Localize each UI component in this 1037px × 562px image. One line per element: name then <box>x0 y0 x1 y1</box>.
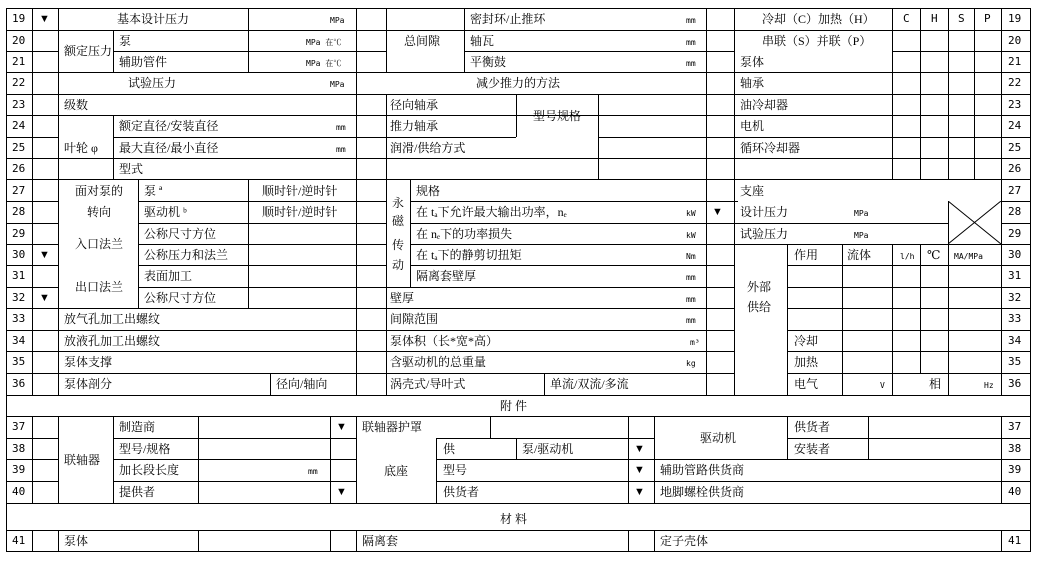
label-cooling-heating: 冷却（C）加热（H） <box>762 12 875 26</box>
row-number: 37 <box>12 420 26 433</box>
row-number: 27 <box>12 184 26 197</box>
unit-phase: 相 <box>929 377 942 391</box>
label-volute: 涡壳式/导叶式 <box>390 377 466 391</box>
label-external-supply: 外部 <box>747 280 772 294</box>
label-bearing: 轴承 <box>740 76 765 90</box>
unit: MPa <box>330 80 345 89</box>
row-number: 28 <box>1008 205 1022 218</box>
label-aux-piping-supplier: 辅助管路供货商 <box>660 463 745 477</box>
label-max-min-diameter: 最大直径/最小直径 <box>119 141 219 155</box>
label-wall-thickness: 壁厚 <box>390 291 415 305</box>
label-nominal-size-position: 公称尺寸方位 <box>144 291 217 305</box>
label-rated-diameter: 额定直径/安装直径 <box>119 119 219 133</box>
unit: mm <box>336 123 346 132</box>
row-number: 26 <box>1008 162 1022 175</box>
col-header-function: 作用 <box>794 248 819 262</box>
section-title-attachments: 附 件 <box>500 399 528 413</box>
marker-triangle: ▼ <box>634 486 645 498</box>
row-number: 31 <box>1008 269 1022 282</box>
col-header-c: C <box>903 12 910 25</box>
row-number: 30 <box>12 248 26 261</box>
label-material-sleeve: 隔离套 <box>362 534 399 548</box>
label-ext-length: 加长段长度 <box>119 463 180 477</box>
row-number: 33 <box>12 312 26 325</box>
col-header-h: H <box>931 12 938 25</box>
unit: Nm <box>686 252 696 261</box>
label-stages: 级数 <box>64 98 89 112</box>
marker-triangle: ▼ <box>336 421 347 433</box>
unit: mm <box>686 316 696 325</box>
row-number: 20 <box>1008 34 1022 47</box>
label-sleeve-wall: 隔离套壁厚 <box>416 269 477 283</box>
value-cw-ccw-pump: 顺时针/逆时针 <box>262 184 338 198</box>
unit-hz: Hz <box>984 381 994 390</box>
label-material-stator-shell: 定子壳体 <box>660 534 709 548</box>
label-drain-thread: 放液孔加工出螺纹 <box>64 334 161 348</box>
row-number: 41 <box>12 534 26 547</box>
unit: kg <box>686 359 696 368</box>
unit: MPa 在℃ <box>306 59 342 68</box>
label-test-pressure-right: 试验压力 <box>740 227 789 241</box>
row-number: 41 <box>1008 534 1022 547</box>
row-number: 32 <box>12 291 26 304</box>
label-total-clearance: 总间隙 <box>404 34 441 48</box>
unit: m³ <box>690 338 700 347</box>
label-test-pressure: 试验压力 <box>128 76 177 90</box>
label-base-model: 型号 <box>443 463 468 477</box>
row-number: 34 <box>1008 334 1022 347</box>
label-inlet-flange: 入口法兰 <box>75 237 124 251</box>
label-max-power: 在 tₐ下允许最大输出功率，nₑ <box>416 205 567 219</box>
value-cw-ccw-driver: 顺时针/逆时针 <box>262 205 338 219</box>
label-cooling: 冷却 <box>794 334 819 348</box>
label-radial-bearing: 径向轴承 <box>390 98 439 112</box>
label-pump-volume: 泵体积（长*宽*高） <box>390 334 499 348</box>
label-motor: 电机 <box>740 119 765 133</box>
label-material-pump-body: 泵体 <box>64 534 89 548</box>
label-base: 底座 <box>384 464 409 478</box>
unit: kW <box>686 209 696 218</box>
marker-triangle: ▼ <box>39 249 50 261</box>
marker-triangle: ▼ <box>634 443 645 455</box>
label-heating: 加热 <box>794 355 819 369</box>
unit: MPa <box>330 16 345 25</box>
cross-out-box <box>948 201 1001 244</box>
row-number: 29 <box>12 227 26 240</box>
label-coupling-guard: 联轴器护罩 <box>362 420 423 434</box>
label-pump-body: 泵体 <box>740 55 765 69</box>
label-driver-installer: 安装者 <box>794 442 831 456</box>
label-thrust-reduction: 减少推力的方法 <box>476 76 561 90</box>
label-balance-drum: 平衡鼓 <box>470 55 507 69</box>
row-number: 40 <box>12 485 26 498</box>
row-number: 22 <box>1008 76 1022 89</box>
row-number: 21 <box>12 55 26 68</box>
row-number: 29 <box>1008 227 1022 240</box>
unit: mm <box>308 467 318 476</box>
row-number: 37 <box>1008 420 1022 433</box>
col-header-degc: ℃ <box>927 248 941 262</box>
row-number: 38 <box>12 442 26 455</box>
label-thrust-bearing: 推力轴承 <box>390 119 439 133</box>
row-number: 36 <box>1008 377 1022 390</box>
unit: mm <box>686 16 696 25</box>
unit: MPa <box>854 209 869 218</box>
label-bearing-shell: 轴瓦 <box>470 34 495 48</box>
row-number: 20 <box>12 34 26 47</box>
label-gap-range: 间隙范围 <box>390 312 439 326</box>
marker-triangle: ▼ <box>39 13 50 25</box>
row-number: 32 <box>1008 291 1022 304</box>
label-model-spec: 型号规格 <box>533 109 582 123</box>
label-seal-ring: 密封环/止推环 <box>470 12 546 26</box>
value-stage-flow: 单流/双流/多流 <box>550 377 629 391</box>
label-surface-finish: 表面加工 <box>144 269 193 283</box>
label-aux-piping: 辅助管件 <box>119 55 168 69</box>
label-manufacturer: 制造商 <box>119 420 156 434</box>
label-pm-drive: 动 <box>392 258 405 272</box>
label-driver-supplier: 供货者 <box>794 420 831 434</box>
label-series-parallel: 串联（S）并联（P） <box>762 34 872 48</box>
label-total-weight: 含驱动机的总重量 <box>390 355 487 369</box>
label-rated-pressure: 额定压力 <box>64 44 113 58</box>
row-number: 21 <box>1008 55 1022 68</box>
label-power-loss: 在 nₑ下的功率损失 <box>416 227 513 241</box>
label-coupling-model: 型号/规格 <box>119 442 171 456</box>
row-number: 39 <box>1008 463 1022 476</box>
label-lube-method: 润滑/供给方式 <box>390 141 466 155</box>
value-pump-driver: 泵/驱动机 <box>522 442 574 456</box>
row-number: 31 <box>12 269 26 282</box>
row-number: 24 <box>12 119 26 132</box>
row-number: 23 <box>12 98 26 111</box>
unit: mm <box>686 59 696 68</box>
col-header-s: S <box>958 12 965 25</box>
unit-volt: V <box>880 381 885 390</box>
unit: mm <box>686 38 696 47</box>
label-basic-design-pressure: 基本设计压力 <box>117 12 190 26</box>
row-number: 28 <box>12 205 26 218</box>
label-spec: 规格 <box>416 184 441 198</box>
label-pm-drive: 永 <box>392 196 405 210</box>
row-number: 33 <box>1008 312 1022 325</box>
label-nominal-pressure-flange: 公称压力和法兰 <box>144 248 229 262</box>
col-header-p: P <box>984 12 991 25</box>
label-static-torque: 在 tₐ下的静剪切扭矩 <box>416 248 522 262</box>
row-number: 24 <box>1008 119 1022 132</box>
row-number: 30 <box>1008 248 1022 261</box>
row-number: 27 <box>1008 184 1022 197</box>
label-impeller: 叶轮 φ <box>64 141 98 155</box>
label-support: 支座 <box>740 184 765 198</box>
unit: MPa <box>854 231 869 240</box>
label-pm-drive: 传 <box>392 238 405 252</box>
label-rotation-1: 面对泵的 <box>75 184 124 198</box>
row-number: 25 <box>1008 141 1022 154</box>
row-number: 39 <box>12 463 26 476</box>
label-rotation-2: 转向 <box>87 205 112 219</box>
marker-triangle: ▼ <box>634 464 645 476</box>
unit: mm <box>686 295 696 304</box>
label-supply: 供 <box>443 442 456 456</box>
row-number: 34 <box>12 334 26 347</box>
value-radial-axial: 径向/轴向 <box>276 377 328 391</box>
row-number: 38 <box>1008 442 1022 455</box>
unit: mm <box>336 145 346 154</box>
label-oil-cooler: 油冷却器 <box>740 98 789 112</box>
label-coupling: 联轴器 <box>64 453 101 467</box>
label-pump: 泵 <box>119 34 132 48</box>
row-number: 22 <box>12 76 26 89</box>
row-number: 35 <box>1008 355 1022 368</box>
marker-triangle: ▼ <box>39 292 50 304</box>
label-driver: 驱动机 <box>700 431 737 445</box>
col-header-lh: l/h <box>900 252 915 261</box>
row-number: 19 <box>12 12 26 25</box>
label-pm-drive: 磁 <box>392 214 405 228</box>
label-pump-rotation: 泵 ª <box>144 184 163 198</box>
col-header-fluid: 流体 <box>847 248 872 262</box>
marker-triangle: ▼ <box>336 486 347 498</box>
label-design-pressure: 设计压力 <box>740 205 789 219</box>
row-number: 25 <box>12 141 26 154</box>
label-provider: 提供者 <box>119 485 156 499</box>
unit: MPa 在℃ <box>306 38 342 47</box>
label-anchor-bolt-supplier: 地脚螺栓供货商 <box>660 485 745 499</box>
unit: mm <box>686 273 696 282</box>
unit: kW <box>686 231 696 240</box>
label-circ-cooler: 循环冷却器 <box>740 141 801 155</box>
row-number: 23 <box>1008 98 1022 111</box>
label-external-supply: 供给 <box>747 300 772 314</box>
row-number: 26 <box>12 162 26 175</box>
label-vent-thread: 放气孔加工出螺纹 <box>64 312 161 326</box>
row-number: 19 <box>1008 12 1022 25</box>
label-base-supplier: 供货者 <box>443 485 480 499</box>
section-title-materials: 材 料 <box>500 512 528 526</box>
label-pump-support: 泵体支撑 <box>64 355 113 369</box>
label-outlet-flange: 出口法兰 <box>75 280 124 294</box>
row-number: 40 <box>1008 485 1022 498</box>
row-number: 35 <box>12 355 26 368</box>
col-header-ma-mpa: MA/MPa <box>954 252 983 261</box>
label-electric: 电气 <box>794 377 819 391</box>
row-number: 36 <box>12 377 26 390</box>
label-nominal-size-position: 公称尺寸方位 <box>144 227 217 241</box>
marker-triangle: ▼ <box>712 206 723 218</box>
label-impeller-type: 型式 <box>119 162 144 176</box>
label-pump-split: 泵体剖分 <box>64 377 113 391</box>
label-driver-rotation: 驱动机 ᵇ <box>144 205 187 219</box>
